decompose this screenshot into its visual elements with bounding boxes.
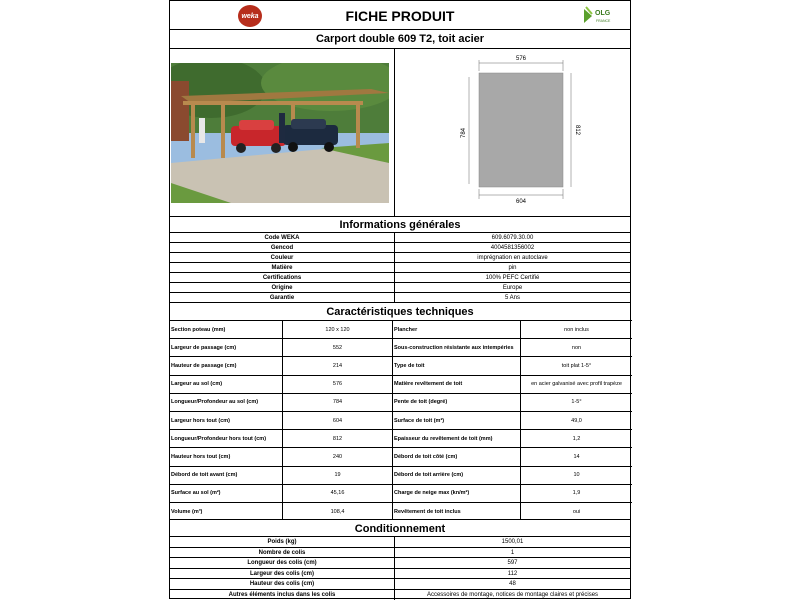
row-label: Couleur [270, 255, 294, 261]
tech-label: Hauteur hors tout (cm) [170, 447, 282, 465]
dim-bottom-label: 604 [515, 199, 527, 205]
tech-value: 19 [282, 466, 392, 484]
tech-value: 240 [282, 447, 392, 465]
row-label: Longueur des colis (cm) [247, 560, 317, 566]
tech-value: 214 [282, 356, 392, 374]
row-label: Largeur des colis (cm) [249, 570, 315, 577]
tech-label: Charge de neige max (kn/m²) [392, 484, 520, 502]
row-value: 1 [394, 548, 630, 559]
product-box [169, 29, 631, 217]
row-label: Certifications [262, 275, 302, 281]
row-value: 48 [394, 579, 630, 590]
tech-value: 576 [282, 375, 392, 393]
tech-value: 812 [282, 429, 392, 447]
tech-label: Sous-construction résistante aux intempéries [392, 338, 520, 356]
tech-label: Largeur hors tout (cm) [170, 411, 282, 429]
dim-top-label: 576 [515, 56, 527, 62]
tech-label: Revêtement de toit inclus [392, 502, 520, 520]
row-label: Matière [271, 265, 293, 271]
tech-label: Surface de toit (m²) [392, 411, 520, 429]
tech-value: 45,16 [282, 484, 392, 502]
row-value: 609.6079.30.00 [394, 233, 630, 243]
row-value: 597 [394, 558, 630, 569]
tech-value: non inclus [520, 320, 632, 338]
tech-label: Débord de toit avant (cm) [170, 466, 282, 484]
page-title: FICHE PRODUIT [345, 8, 455, 24]
tech-label: Section poteau (mm) [170, 320, 282, 338]
tech-box [169, 302, 631, 520]
tech-label: Largeur au sol (cm) [170, 375, 282, 393]
general-info-title: Informations générales [339, 219, 461, 231]
tech-label: Surface au sol (m²) [170, 484, 282, 502]
tech-label: Largeur de passage (cm) [170, 338, 282, 356]
tech-label: Type de toit [392, 356, 520, 374]
row-value: 5 Ans [394, 293, 630, 303]
row-value: 100% PEFC Certifié [394, 273, 630, 283]
tech-title: Caractéristiques techniques [326, 306, 474, 318]
carport-photo [171, 63, 389, 203]
row-label: Gencod [270, 245, 294, 251]
svg-text:OLG: OLG [595, 10, 611, 17]
olg-leaf-icon [582, 5, 616, 27]
tech-label: Longueur/Profondeur au sol (cm) [170, 393, 282, 411]
row-value: Europe [394, 283, 630, 293]
header-box [169, 0, 631, 30]
tech-value: 604 [282, 411, 392, 429]
dim-left-label: 784 [461, 127, 467, 139]
tech-label: Débord de toit côté (cm) [392, 447, 520, 465]
tech-label: Volume (m³) [170, 502, 282, 520]
row-label: Autres éléments inclus dans les colis [228, 591, 336, 598]
row-label: Origine [271, 285, 293, 291]
tech-label: Hauteur de passage (cm) [170, 356, 282, 374]
tech-value: 1-5° [520, 393, 632, 411]
tech-value: 10 [520, 466, 632, 484]
row-label: Code WEKA [264, 235, 300, 241]
pack-box [169, 519, 631, 599]
tech-value: en acier galvanisé avec profil trapèze [520, 375, 632, 393]
product-subtitle: Carport double 609 T2, toit acier [315, 33, 485, 45]
tech-value: 784 [282, 393, 392, 411]
dim-right-label: 812 [574, 124, 580, 136]
general-info-box [169, 216, 631, 303]
tech-label: Pente de toit (degré) [392, 393, 520, 411]
pack-title: Conditionnement [354, 523, 446, 535]
row-value: 1500,01 [394, 537, 630, 548]
tech-value: toit plat 1-5° [520, 356, 632, 374]
tech-label: Longueur/Profondeur hors tout (cm) [170, 429, 282, 447]
row-label: Garantie [269, 295, 295, 301]
dimension-drawing [395, 49, 631, 217]
tech-value: 1,9 [520, 484, 632, 502]
row-label: Hauteur des colis (cm) [249, 581, 315, 587]
tech-value: 1,2 [520, 429, 632, 447]
tech-value: 552 [282, 338, 392, 356]
olg-logo [582, 5, 616, 27]
tech-value: non [520, 338, 632, 356]
tech-value: 49,0 [520, 411, 632, 429]
row-value: 112 [394, 569, 630, 580]
tech-value: 14 [520, 447, 632, 465]
tech-label: Débord de toit arrière (cm) [392, 466, 520, 484]
row-value: Accessoires de montage, notices de montage claires et précises [394, 590, 630, 600]
table-row [170, 589, 630, 600]
row-label: Poids (kg) [267, 539, 297, 545]
row-value: imprégnation en autoclave [394, 253, 630, 263]
tech-value: oui [520, 502, 632, 520]
svg-text:FRANCE: FRANCE [596, 19, 611, 23]
row-label: Nombre de colis [258, 549, 306, 556]
tech-label: Matière revêtement de toit [392, 375, 520, 393]
tech-label: Plancher [392, 320, 520, 338]
row-value: 4004581356002 [394, 243, 630, 253]
row-value: pin [394, 263, 630, 273]
weka-logo: weka [238, 5, 262, 27]
tech-label: Epaisseur du revêtement de toit (mm) [392, 429, 520, 447]
product-sheet [169, 0, 631, 600]
tech-value: 120 x 120 [282, 320, 392, 338]
tech-value: 108,4 [282, 502, 392, 520]
